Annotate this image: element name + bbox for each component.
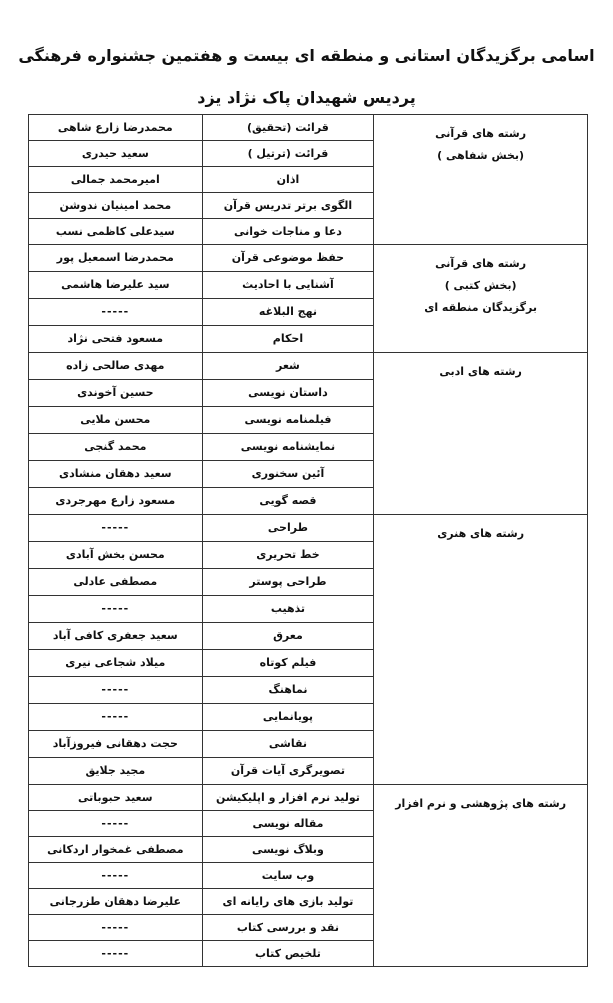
field-cell: الگوی برتر تدریس قرآن <box>202 193 374 219</box>
category-cell <box>374 785 588 967</box>
field-cell: شعر <box>202 353 374 380</box>
winner-cell: ----- <box>29 811 203 837</box>
category-label: رشته های پژوهشی و نرم افزار <box>395 797 567 810</box>
winner-cell: امیرمحمد جمالی <box>29 167 203 193</box>
category-cell <box>374 115 588 245</box>
field-cell: نمایشنامه نویسی <box>202 434 374 461</box>
winners-table-body <box>29 115 588 967</box>
field-cell: نقد و بررسی کتاب <box>202 915 374 941</box>
winner-cell: ----- <box>29 863 203 889</box>
field-cell: نهج البلاغه <box>202 299 374 326</box>
winner-cell: سعید دهقان منشادی <box>29 461 203 488</box>
category-label: رشته های قرآنی <box>435 257 527 270</box>
field-cell: تولید بازی های رایانه ای <box>202 889 374 915</box>
field-cell: فیلم کوتاه <box>202 650 374 677</box>
field-cell: دعا و مناجات خوانی <box>202 219 374 245</box>
field-cell: تصویرگری آیات قرآن <box>202 758 374 785</box>
category-label: رشته های ادبی <box>439 365 522 378</box>
category-label: رشته های قرآنی <box>435 127 527 140</box>
field-cell: پویانمایی <box>202 704 374 731</box>
field-cell: آشنایی با احادیث <box>202 272 374 299</box>
field-cell: طراحی <box>202 515 374 542</box>
field-cell: داستان نویسی <box>202 380 374 407</box>
document-subtitle: پردیس شهیدان پاک نژاد یزد <box>197 88 416 107</box>
winner-cell: سعید حیدری <box>29 141 203 167</box>
field-cell: قرائت (ترتیل ) <box>202 141 374 167</box>
field-cell: مقاله نویسی <box>202 811 374 837</box>
winner-cell: ----- <box>29 299 203 326</box>
winner-cell: مجید جلایق <box>29 758 203 785</box>
winner-cell: محمدرضا زارع شاهی <box>29 115 203 141</box>
table-row <box>29 785 588 811</box>
winner-cell: مسعود فتحی نژاد <box>29 326 203 353</box>
winner-cell: مصطفی عادلی <box>29 569 203 596</box>
winners-table <box>28 114 588 967</box>
category-cell <box>374 245 588 353</box>
category-cell <box>374 515 588 785</box>
field-cell: نقاشی <box>202 731 374 758</box>
field-cell: طراحی پوستر <box>202 569 374 596</box>
winner-cell: محمد امینیان ندوشن <box>29 193 203 219</box>
winner-cell: سعید حبوباتی <box>29 785 203 811</box>
field-cell: فیلمنامه نویسی <box>202 407 374 434</box>
winner-cell: محمدرضا اسمعیل پور <box>29 245 203 272</box>
winner-cell: ----- <box>29 596 203 623</box>
field-cell: اذان <box>202 167 374 193</box>
document-title: اسامی برگزیدگان استانی و منطقه ای بیست و هفتمین جشنواره فرهنگی <box>18 46 595 65</box>
table-row <box>29 353 588 380</box>
field-cell: تولید نرم افزار و اپلیکیشن <box>202 785 374 811</box>
field-cell: تلخیص کتاب <box>202 941 374 967</box>
winner-cell: ----- <box>29 677 203 704</box>
table-row <box>29 115 588 141</box>
category-label: (بخش شفاهی ) <box>437 149 525 162</box>
field-cell: قرائت (تحقیق) <box>202 115 374 141</box>
field-cell: تذهیب <box>202 596 374 623</box>
winner-cell: سیدعلی کاظمی نسب <box>29 219 203 245</box>
winner-cell: محسن ملایی <box>29 407 203 434</box>
winner-cell: سعید جعفری کافی آباد <box>29 623 203 650</box>
field-cell: وبلاگ نویسی <box>202 837 374 863</box>
field-cell: خط تحریری <box>202 542 374 569</box>
table-row <box>29 245 588 272</box>
winner-cell: مسعود زارع مهرجردی <box>29 488 203 515</box>
category-label: (بخش کتبی ) <box>444 279 517 292</box>
field-cell: معرق <box>202 623 374 650</box>
field-cell: قصه گویی <box>202 488 374 515</box>
winner-cell: ----- <box>29 941 203 967</box>
winner-cell: سید علیرضا هاشمی <box>29 272 203 299</box>
field-cell: حفظ موضوعی قرآن <box>202 245 374 272</box>
winner-cell: علیرضا دهقان طزرجانی <box>29 889 203 915</box>
category-cell <box>374 353 588 515</box>
winner-cell: حسین آخوندی <box>29 380 203 407</box>
winner-cell: ----- <box>29 915 203 941</box>
winner-cell: مصطفی غمخوار اردکانی <box>29 837 203 863</box>
table-row <box>29 515 588 542</box>
winner-cell: محمد گنجی <box>29 434 203 461</box>
field-cell: وب سایت <box>202 863 374 889</box>
field-cell: نماهنگ <box>202 677 374 704</box>
winner-cell: ----- <box>29 515 203 542</box>
field-cell: احکام <box>202 326 374 353</box>
category-label: رشته های هنری <box>437 527 525 540</box>
winner-cell: مهدی صالحی زاده <box>29 353 203 380</box>
category-label: برگزیدگان منطقه ای <box>424 301 537 314</box>
field-cell: آئین سخنوری <box>202 461 374 488</box>
winner-cell: حجت دهقانی فیروزآباد <box>29 731 203 758</box>
winner-cell: محسن بخش آبادی <box>29 542 203 569</box>
winner-cell: میلاد شجاعی نیری <box>29 650 203 677</box>
winner-cell: ----- <box>29 704 203 731</box>
